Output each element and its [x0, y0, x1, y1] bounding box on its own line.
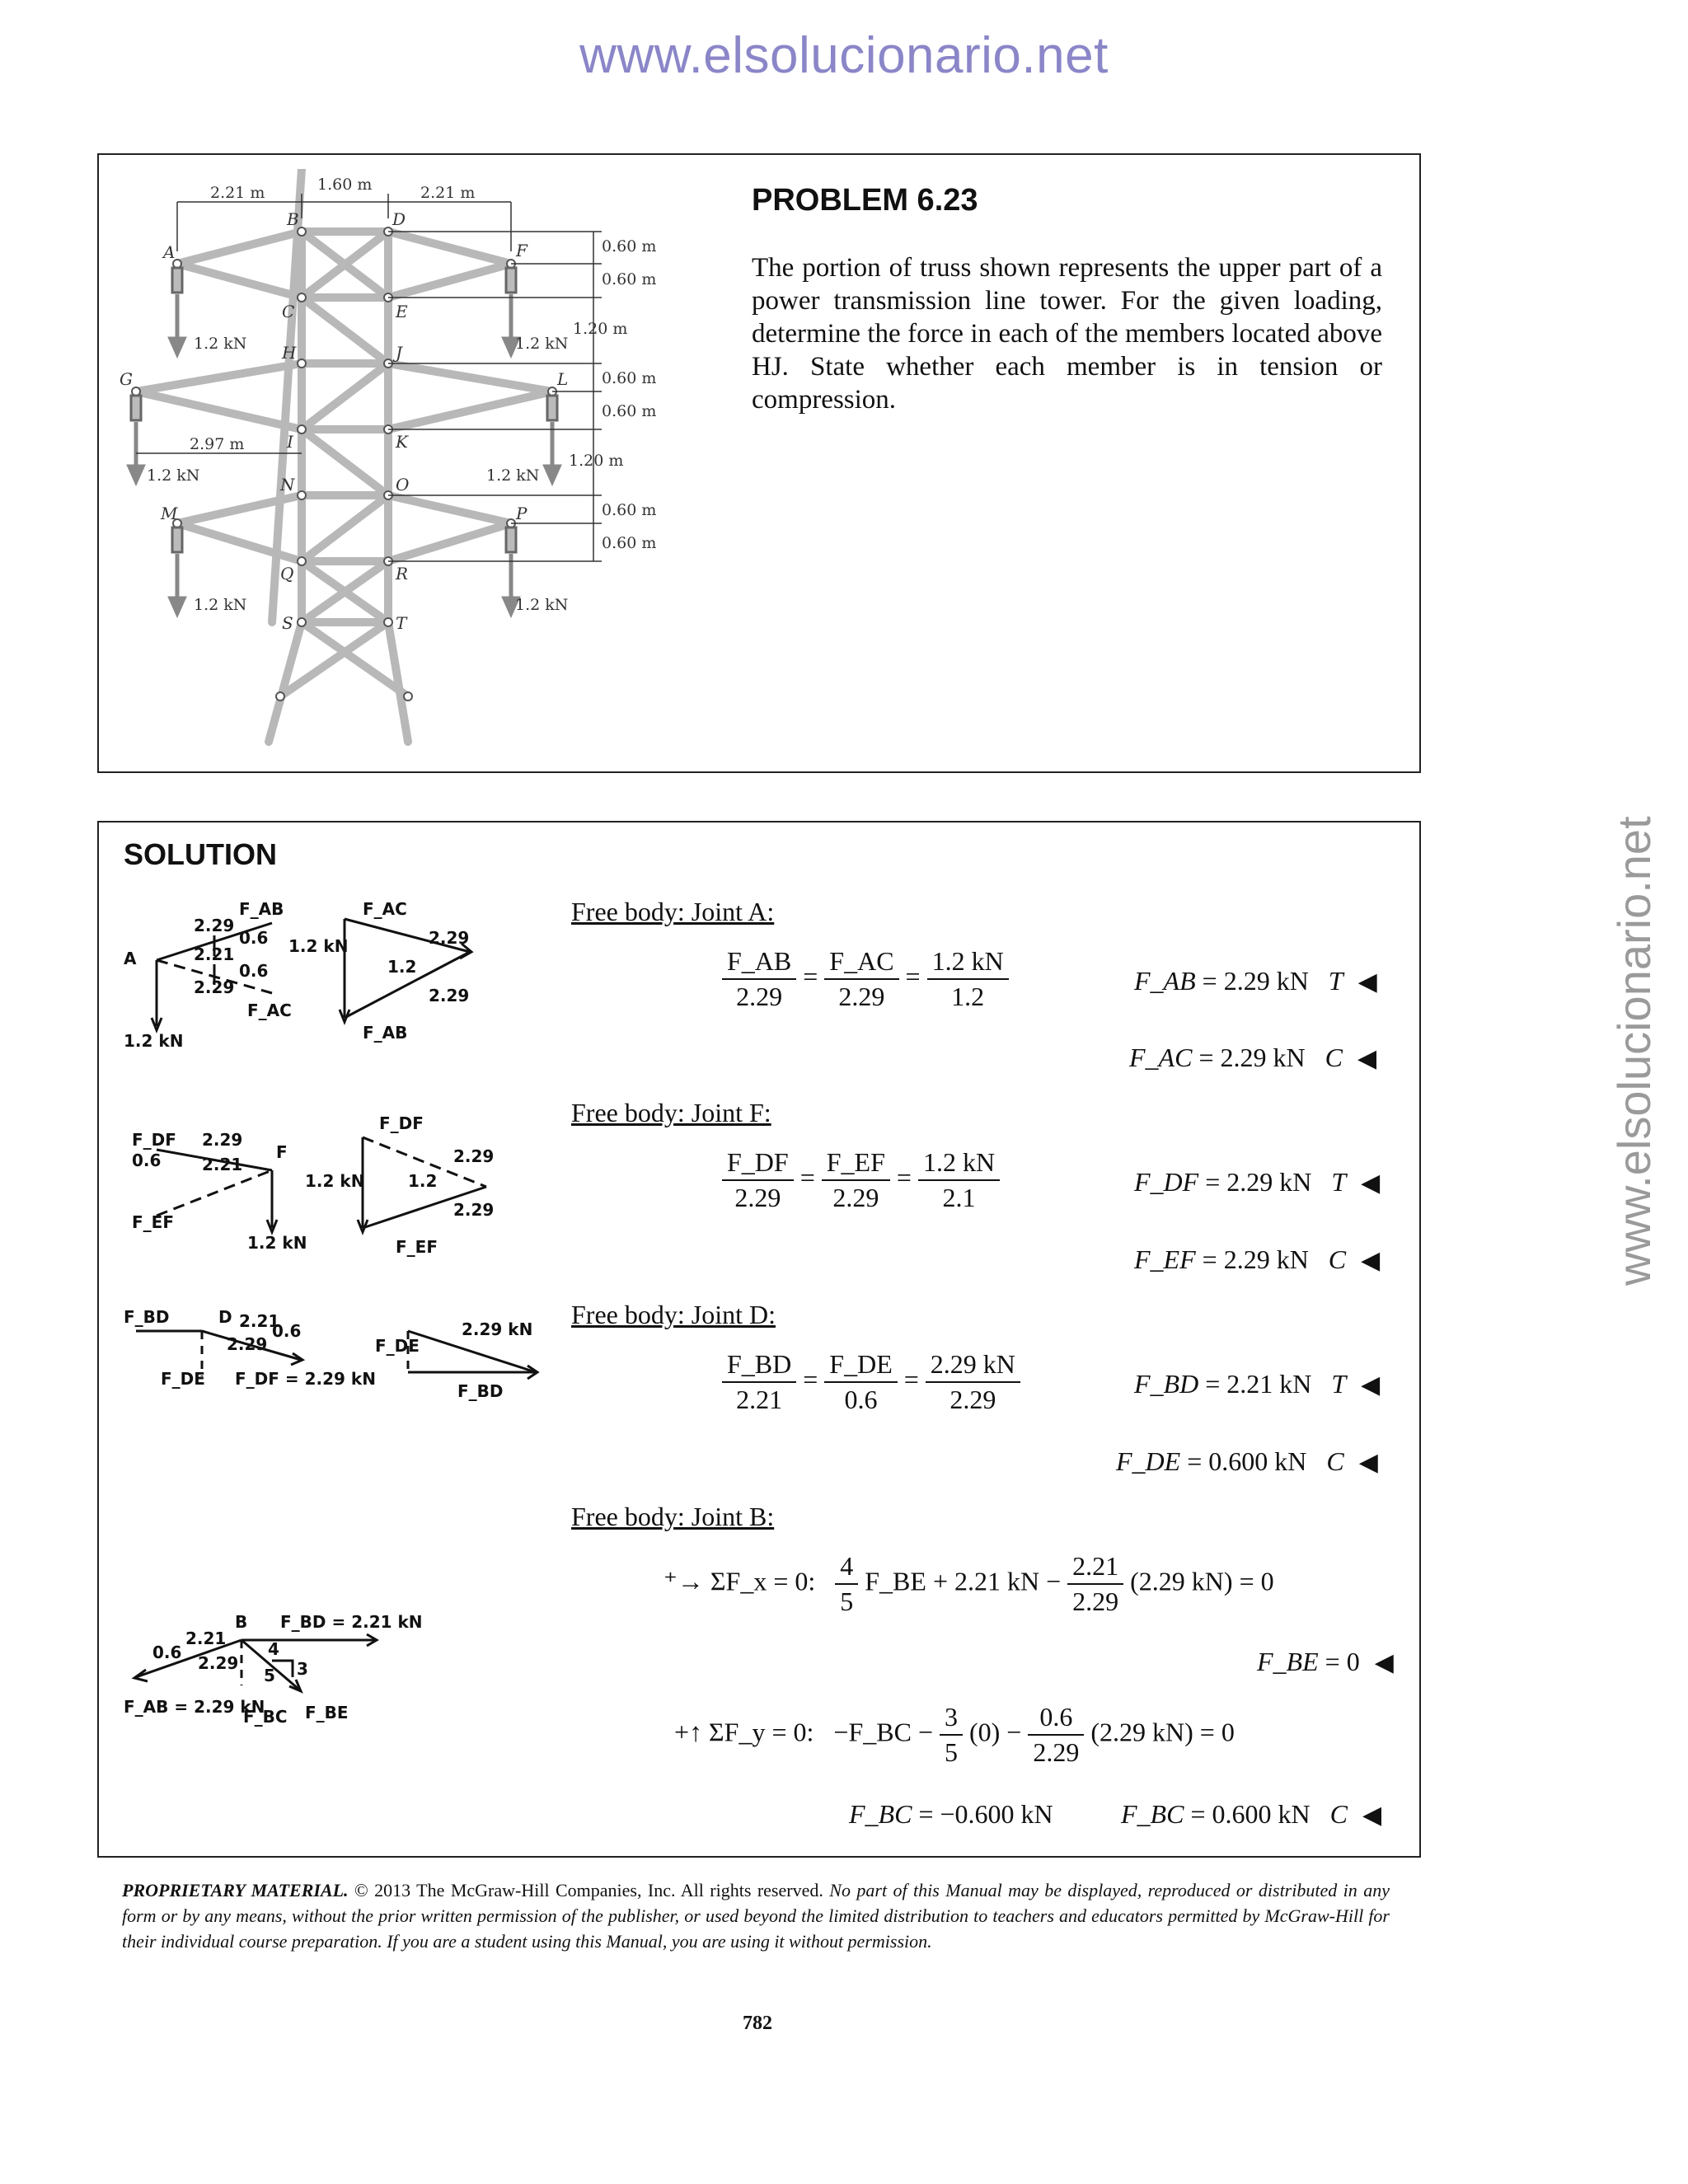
solution-title: SOLUTION	[124, 837, 277, 871]
fb-heading-b: Free body: Joint B:	[571, 1502, 775, 1531]
sketch-b-fab: F_AB = 2.29 kN	[124, 1697, 265, 1717]
eq-joint-f: $\frac{F\_DF}{2.29}$ = $\frac{F\_EF}{2.29}$ = $\frac{1.2 kN}{2.1}$	[722, 1147, 1000, 1213]
dim-right-2: 0.60 m	[602, 270, 657, 288]
sketch-b-4: 4	[268, 1639, 279, 1659]
joint-label-p: P	[516, 504, 528, 523]
result-fbc: F_BC = 0.600 kN C ◀	[1121, 1799, 1382, 1829]
sketch-joint-a	[115, 894, 495, 1051]
load-label-f: 1.2 kN	[515, 335, 569, 353]
sketch-b-fbe: F_BE	[305, 1703, 349, 1722]
frac-bx-1: $\frac{4}{5}$	[835, 1551, 858, 1617]
sketch-d-joint: D	[218, 1307, 232, 1327]
joint-label-d: D	[392, 209, 406, 229]
load-label-a: 1.2 kN	[194, 335, 247, 353]
dim-top-mid: 1.60 m	[317, 176, 373, 194]
joint-label-n: N	[280, 475, 295, 494]
sketch-f-fef: F_EF	[132, 1212, 174, 1232]
sketch-f-06: 0.6	[132, 1151, 162, 1170]
sketch-a-fab: F_AB	[239, 899, 284, 919]
sketch-b-fbd: F_BD = 2.21 kN	[280, 1612, 423, 1632]
sketch-d2-229: 2.29 kN	[462, 1319, 533, 1339]
sketch-d-221: 2.21	[239, 1311, 280, 1331]
dim-right-5: 0.60 m	[602, 402, 657, 420]
joint-label-l: L	[557, 369, 569, 389]
sketch-d-fbd: F_BD	[124, 1307, 170, 1327]
sketch-f-221: 2.21	[202, 1155, 243, 1174]
load-label-p: 1.2 kN	[515, 596, 569, 614]
sketch-a2-load: 1.2 kN	[288, 936, 349, 956]
sketch-a-06-top: 0.6	[239, 928, 269, 948]
joint-label-j: J	[396, 343, 403, 363]
joint-label-q: Q	[280, 564, 294, 583]
dim-mid: 2.97 m	[190, 435, 245, 453]
result-fbc-neg: F_BC = −0.600 kN	[849, 1799, 1053, 1829]
fb-heading-a: Free body: Joint A:	[571, 897, 775, 926]
sketch-f-fdf: F_DF	[132, 1130, 176, 1150]
eq-joint-a: $\frac{F\_AB}{2.29}$ = $\frac{F\_AC}{2.29}$ = $\frac{1.2 kN}{1.2}$	[722, 946, 1009, 1012]
sketch-a-229-top: 2.29	[194, 916, 235, 935]
sketch-a2-12: 1.2	[387, 957, 417, 977]
joint-label-o: O	[396, 475, 410, 494]
sketch-a2-fab: F_AB	[363, 1023, 408, 1043]
result-fef: F_EF = 2.29 kN C ◀	[1134, 1244, 1381, 1274]
sketch-f2-fef: F_EF	[396, 1237, 438, 1257]
sketch-f-joint: F	[276, 1142, 288, 1162]
sketch-d-fde: F_DE	[161, 1369, 205, 1389]
dim-right-4: 0.60 m	[602, 369, 657, 387]
sketch-a-load: 1.2 kN	[124, 1031, 184, 1051]
frac-a-2: $\frac{F\_AC}{2.29}$	[824, 946, 898, 1012]
frac-by-2: $\frac{0.6}{2.29}$	[1028, 1702, 1084, 1768]
dim-right-1: 0.60 m	[602, 237, 657, 255]
sketch-joint-d	[120, 1302, 548, 1418]
joint-label-b: B	[287, 209, 299, 229]
sketch-b-229: 2.29	[198, 1653, 239, 1673]
sketch-d-fdf: F_DF = 2.29 kN	[235, 1369, 376, 1389]
joint-label-e: E	[396, 302, 408, 321]
sketch-joint-b	[120, 1607, 433, 1755]
watermark-top: www.elsolucionario.net	[579, 27, 1109, 84]
sketch-f2-229-top: 2.29	[453, 1146, 495, 1166]
sketch-b-5: 5	[264, 1666, 275, 1685]
sketch-d-06: 0.6	[272, 1321, 302, 1341]
frac-f-3: $\frac{1.2 kN}{2.1}$	[918, 1147, 1000, 1213]
sketch-a-221: 2.21	[194, 944, 235, 964]
dim-right-8: 0.60 m	[602, 534, 657, 552]
joint-label-f: F	[516, 241, 528, 260]
sketch-d-229: 2.29	[227, 1334, 268, 1354]
sum-x-sign: ⁺→	[663, 1566, 704, 1596]
sketch-a2-229-top: 2.29	[429, 928, 470, 948]
frac-f-1: $\frac{F\_DF}{2.29}$	[722, 1147, 794, 1213]
joint-label-t: T	[396, 613, 407, 633]
joint-label-s: S	[282, 613, 293, 633]
load-label-l: 1.2 kN	[486, 466, 540, 485]
sketch-joint-f	[124, 1104, 511, 1261]
frac-d-3: $\frac{2.29 kN}{2.29}$	[926, 1349, 1020, 1415]
eq-joint-d: $\frac{F\_BD}{2.21}$ = $\frac{F\_DE}{0.6}$ = $\frac{2.29 kN}{2.29}$	[722, 1349, 1020, 1415]
fb-heading-f: Free body: Joint F:	[571, 1098, 771, 1127]
joint-label-a: A	[163, 242, 176, 262]
joint-label-i: I	[287, 432, 293, 452]
page-number: 782	[743, 2013, 772, 2034]
sketch-b-221: 2.21	[185, 1629, 227, 1648]
joint-label-m: M	[161, 504, 178, 523]
sketch-b-06: 0.6	[152, 1643, 182, 1662]
frac-d-1: $\frac{F\_BD}{2.21}$	[722, 1349, 796, 1415]
dim-top-left: 2.21 m	[210, 184, 265, 202]
sketch-f2-fdf: F_DF	[379, 1113, 424, 1133]
sketch-a2-229-bot: 2.29	[429, 986, 470, 1005]
fb-heading-d: Free body: Joint D:	[571, 1300, 776, 1329]
result-fde: F_DE = 0.600 kN C ◀	[1116, 1446, 1378, 1476]
dim-right-6: 1.20 m	[569, 452, 624, 470]
result-fbd: F_BD = 2.21 kN T ◀	[1134, 1369, 1381, 1399]
result-fdf: F_DF = 2.29 kN T ◀	[1134, 1167, 1381, 1197]
joint-label-c: C	[282, 302, 295, 321]
problem-text: The portion of truss shown represents the upper part of a power transmission line tower. For the given loading, determine the force in each of the members located above HJ. State whether each member is in tension or compression.	[752, 253, 1382, 415]
watermark-side: www.elsolucionario.net	[1608, 816, 1660, 1286]
sketch-a-joint: A	[124, 949, 137, 968]
load-label-g: 1.2 kN	[147, 466, 200, 485]
joint-label-k: K	[396, 432, 408, 452]
frac-by-1: $\frac{3}{5}$	[940, 1702, 963, 1768]
frac-f-2: $\frac{F\_EF}{2.29}$	[822, 1147, 890, 1213]
frac-a-3: $\frac{1.2 kN}{1.2}$	[927, 946, 1009, 1012]
sketch-b-3: 3	[297, 1659, 308, 1679]
sketch-a-229-bot: 2.29	[194, 977, 235, 997]
frac-d-2: $\frac{F\_DE}{0.6}$	[824, 1349, 897, 1415]
sketch-b-joint: B	[235, 1612, 248, 1632]
sum-y-sign: +↑	[674, 1717, 703, 1747]
sketch-d2-fde: F_DE	[375, 1336, 420, 1356]
result-fab: F_AB = 2.29 kN T ◀	[1134, 966, 1377, 996]
frac-bx-2: $\frac{2.21}{2.29}$	[1067, 1551, 1123, 1617]
frac-a-1: $\frac{F\_AB}{2.29}$	[722, 946, 796, 1012]
result-fac: F_AC = 2.29 kN C ◀	[1129, 1043, 1377, 1072]
sketch-a-06-bot: 0.6	[239, 961, 269, 981]
problem-title: PROBLEM 6.23	[752, 183, 978, 218]
joint-label-r: R	[396, 564, 409, 583]
sketch-f-load: 1.2 kN	[247, 1233, 307, 1253]
sketch-f2-229-bot: 2.29	[453, 1200, 495, 1220]
sketch-f2-12: 1.2	[408, 1171, 438, 1191]
eq-sum-fx: ⁺→ ΣF_x = 0: $\frac{4}{5}$ F_BE + 2.21 kN − $\frac{2.21}{2.29}$ (2.29 kN) = 0	[663, 1551, 1274, 1616]
dim-right-3: 1.20 m	[573, 320, 628, 338]
joint-label-g: G	[120, 369, 133, 389]
sketch-f2-load: 1.2 kN	[305, 1171, 365, 1191]
sketch-a2-fac: F_AC	[363, 899, 407, 919]
sketch-b-fbc: F_BC	[243, 1707, 288, 1727]
eq-sum-fy: +↑ ΣF_y = 0: −F_BC − $\frac{3}{5}$ (0) − $\frac{0.6}{2.29}$ (2.29 kN) = 0	[674, 1702, 1235, 1767]
sketch-f-229: 2.29	[202, 1130, 243, 1150]
dim-right-7: 0.60 m	[602, 501, 657, 519]
result-fbe: F_BE = 0 ◀	[1257, 1647, 1394, 1676]
dim-top-right: 2.21 m	[420, 184, 476, 202]
load-label-m: 1.2 kN	[194, 596, 247, 614]
joint-label-h: H	[282, 343, 297, 363]
truss-figure	[107, 169, 701, 746]
sketch-d2-fbd: F_BD	[457, 1381, 504, 1401]
sketch-a-fac: F_AC	[247, 1001, 292, 1020]
footer-notice: PROPRIETARY MATERIAL. © 2013 The McGraw-Hill Companies, Inc. All rights reserved. No part of this Manual may be displayed, reproduced or distributed in any form or by any means, without the prior written permission of the publisher, or used beyond the limited distribution to teachers and educators permitted by McGraw-Hill for their individual course preparation. If you are a student using this Manual, you are using it without permission.	[122, 1880, 1390, 1952]
